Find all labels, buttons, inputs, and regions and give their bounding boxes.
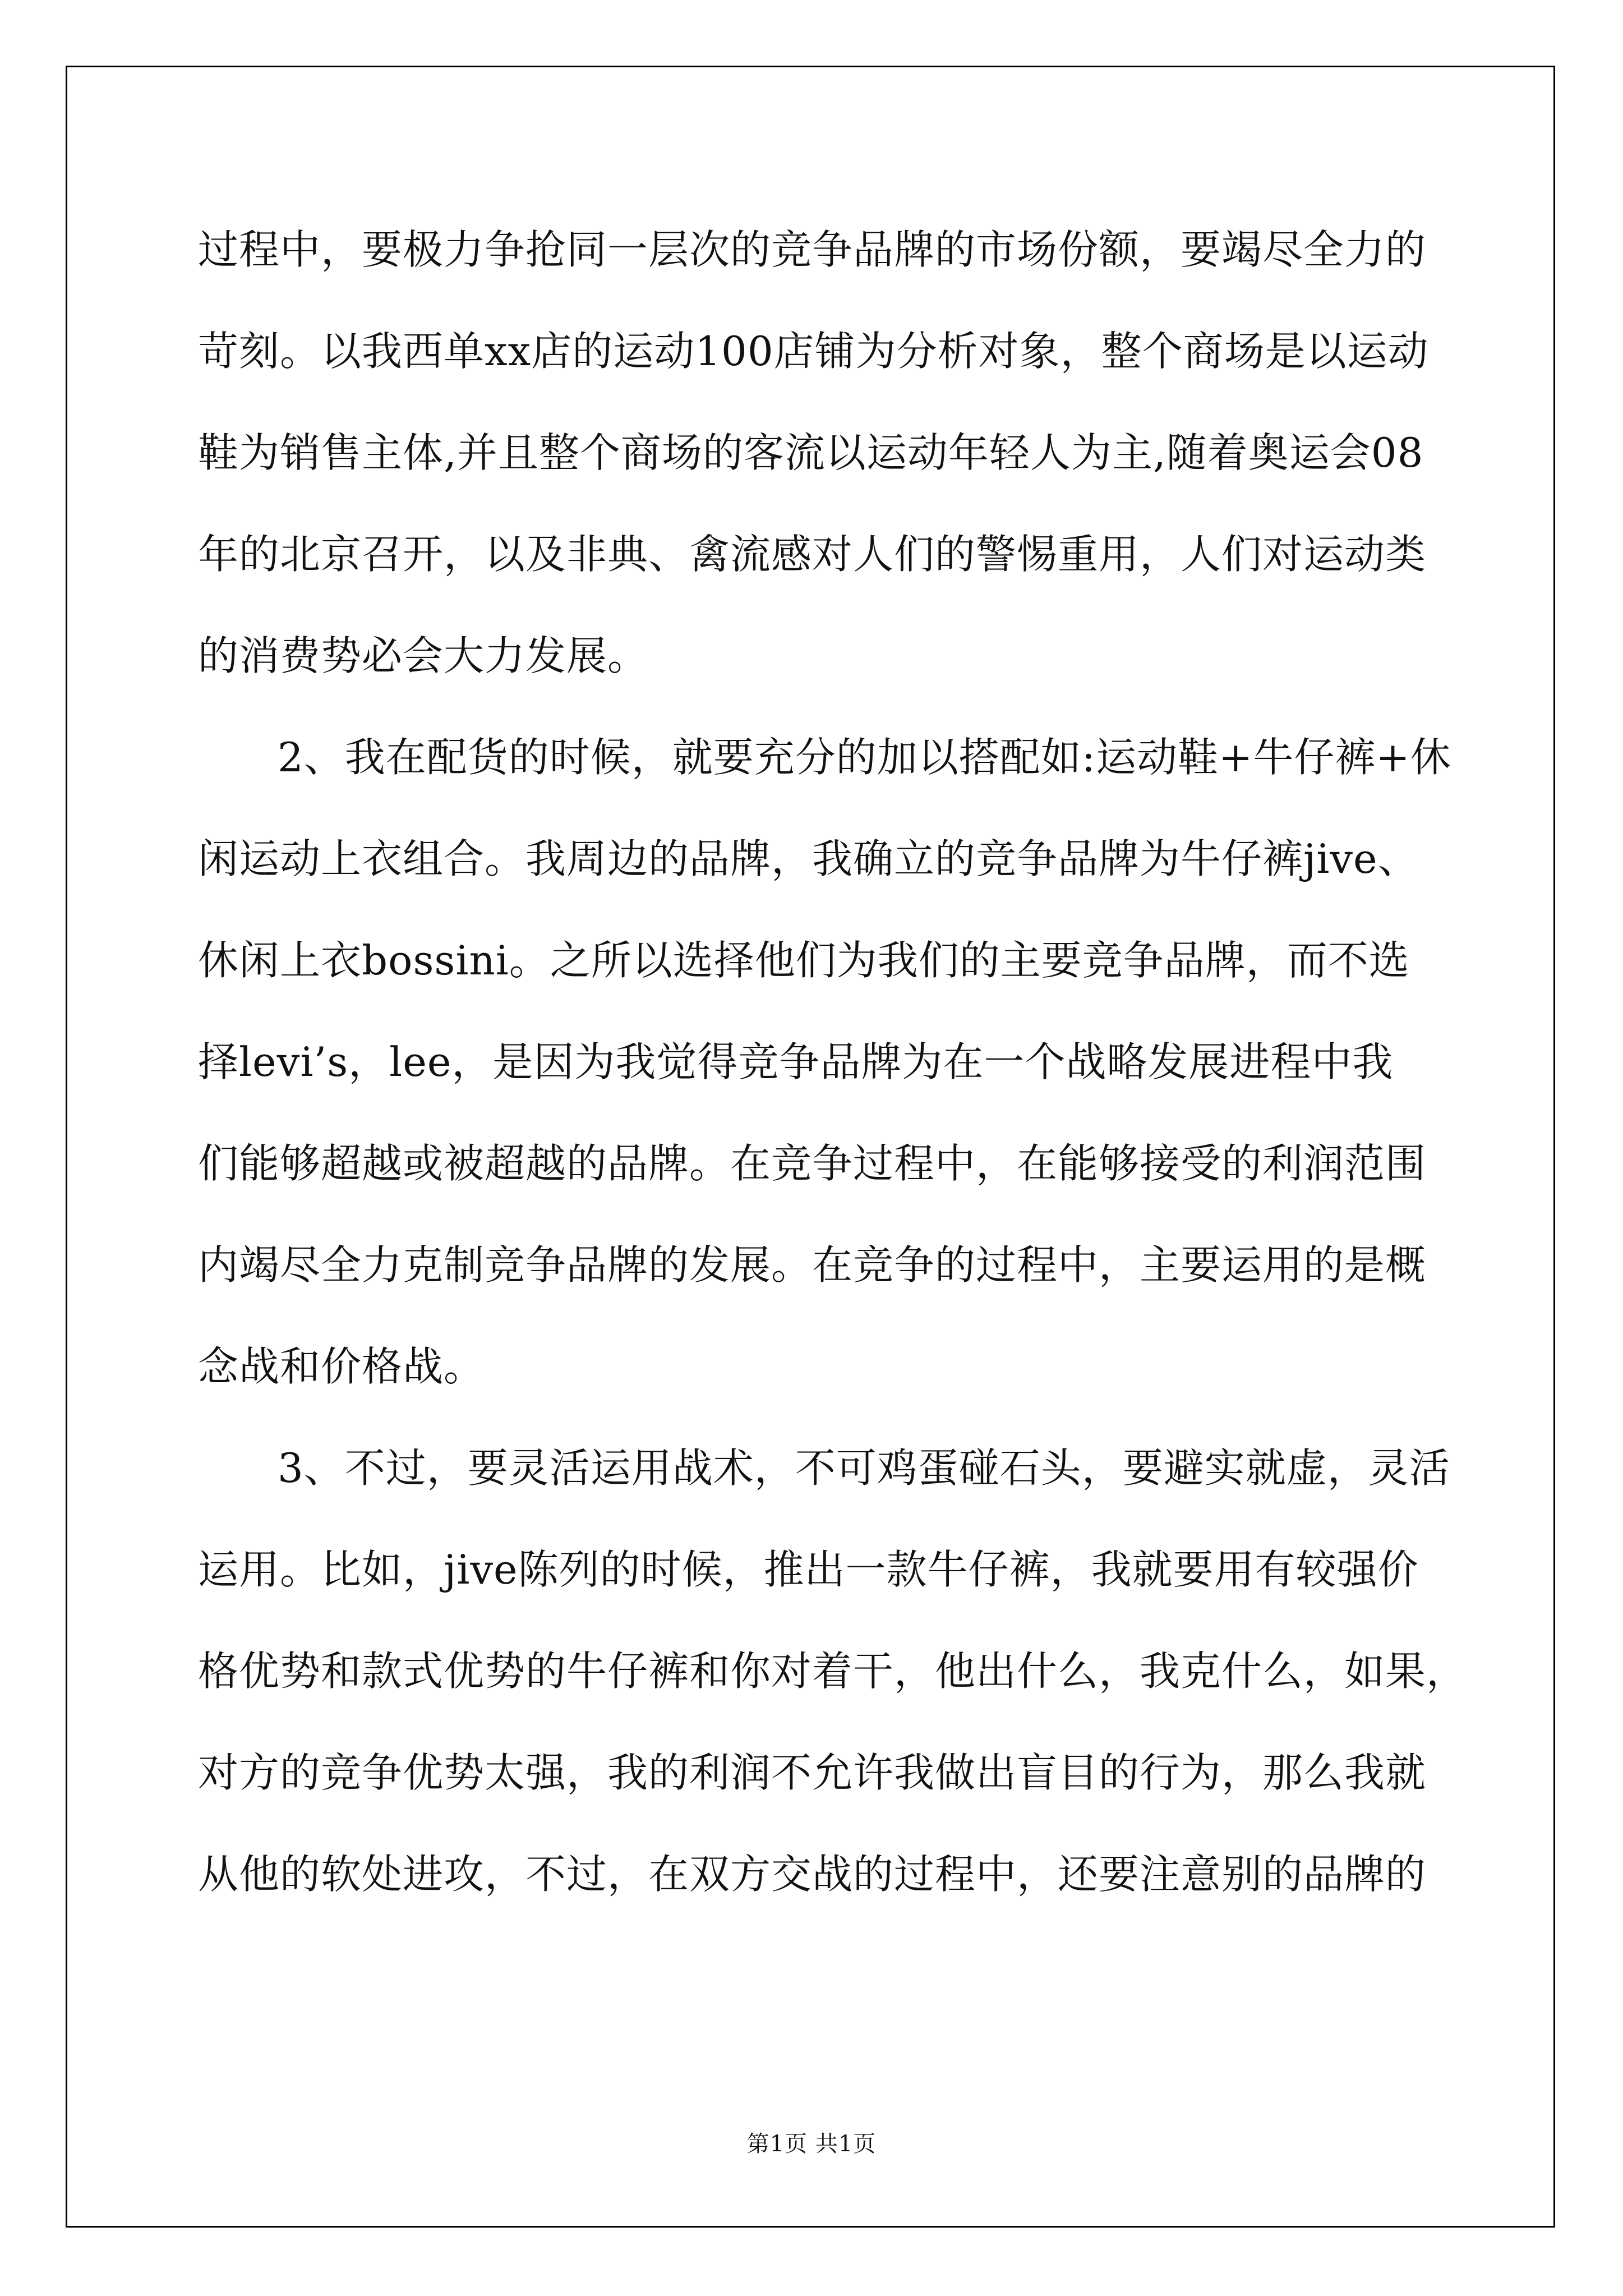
text-line: 苛刻。以我西单xx店的运动100店铺为分析对象，整个商场是以运动 xyxy=(198,328,1429,375)
text-line: 运用。比如，jive陈列的时候，推出一款牛仔裤，我就要用有较强价 xyxy=(198,1546,1419,1593)
text-line: 闲运动上衣组合。我周边的品牌，我确立的竞争品牌为牛仔裤jive、 xyxy=(198,835,1419,882)
text-line: 休闲上衣bossini。之所以选择他们为我们的主要竞争品牌，而不选 xyxy=(198,937,1410,984)
text-line: 从他的软处进攻，不过，在双方交战的过程中，还要注意别的品牌的 xyxy=(198,1851,1427,1898)
text-line: 择levi’s，lee，是因为我觉得竞争品牌为在一个战略发展进程中我 xyxy=(198,1038,1394,1085)
text-line: 念战和价格战。 xyxy=(198,1343,485,1390)
text-line: 的消费势必会大力发展。 xyxy=(198,632,649,679)
document-body xyxy=(198,216,1468,1942)
text-line: 年的北京召开，以及非典、禽流感对人们的警惕重用，人们对运动类 xyxy=(198,531,1427,578)
text-line: 们能够超越或被超越的品牌。在竞争过程中，在能够接受的利润范围 xyxy=(198,1140,1427,1187)
text-line: 过程中，要极力争抢同一层次的竞争品牌的市场份额，要竭尽全力的 xyxy=(198,226,1427,273)
text-line: 内竭尽全力克制竞争品牌的发展。在竞争的过程中，主要运用的是概 xyxy=(198,1241,1427,1289)
page-number: 第1页 共1页 xyxy=(746,2131,877,2157)
paragraph-first-line: 3、不过，要灵活运用战术，不可鸡蛋碰石头，要避实就虚，灵活 xyxy=(278,1444,1450,1492)
text-line: 鞋为销售主体,并且整个商场的客流以运动年轻人为主,随着奥运会08 xyxy=(198,429,1424,476)
text-line: 对方的竞争优势太强，我的利润不允许我做出盲目的行为，那么我就 xyxy=(198,1749,1427,1796)
paragraph-first-line: 2、我在配货的时候，就要充分的加以搭配如:运动鞋+牛仔裤+休 xyxy=(278,734,1451,781)
text-line: 格优势和款式优势的牛仔裤和你对着干，他出什么，我克什么，如果， xyxy=(198,1648,1468,1695)
